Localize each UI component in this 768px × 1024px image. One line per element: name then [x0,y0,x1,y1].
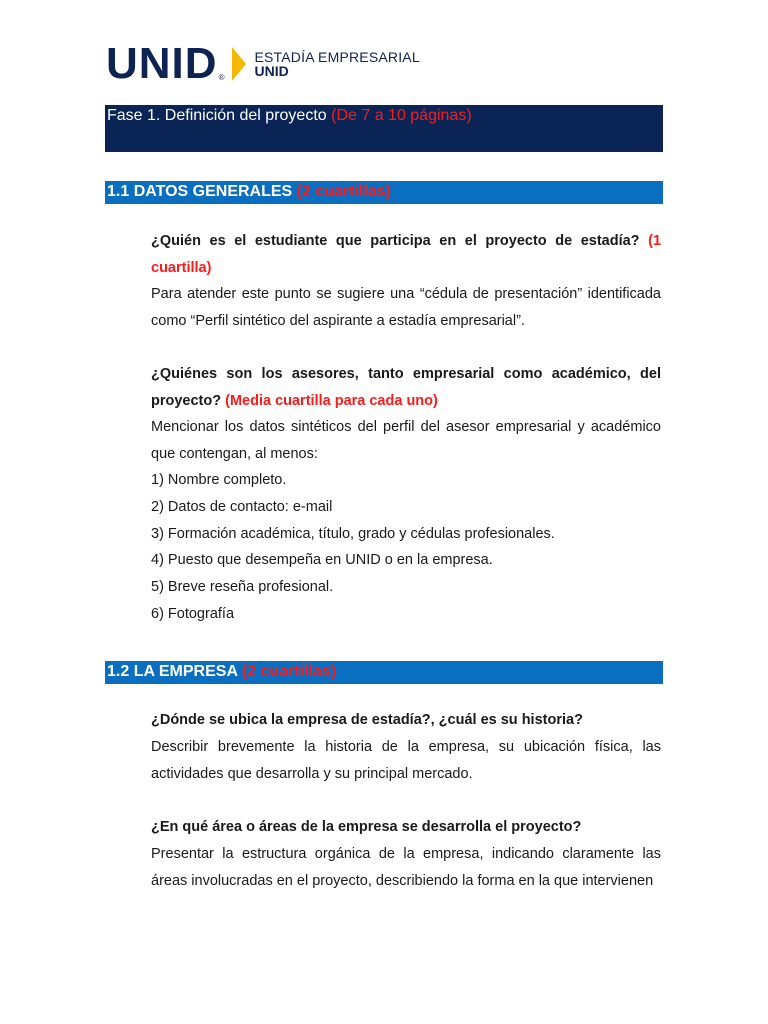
section-title-row [107,663,336,681]
question-company-areas: ¿En qué área o áreas de la empresa se desarrolla el proyecto? [151,819,582,835]
paragraph-company-history: Describir brevemente la historia de la empresa, su ubicación física, las actividades que desarrolla y su principal mercado. [151,739,661,782]
question-company-location: ¿Dónde se ubica la empresa de estadía?, ¿cuál es su historia? [151,712,583,728]
phase-title: Fase 1. Definición del proyecto [107,107,327,124]
question-length-note: (Media cuartilla para cada uno) [225,392,438,409]
question-student [151,228,661,282]
list-item: 2) Datos de contacto: e-mail [151,499,333,515]
list-item: 3) Formación académica, título, grado y cédulas profesionales. [151,526,555,542]
unid-logo [106,39,420,88]
section-title: 1.1 DATOS GENERALES [107,183,293,200]
section-length-note: (2 cuartillas) [296,183,391,200]
section-header-datos-generales [105,181,663,204]
question-text: ¿Quién es el estudiante que participa en el proyecto de estadía? [151,233,640,249]
question-advisors [151,361,661,415]
logo-subtitle-line1: ESTADÍA EMPRESARIAL [254,49,420,65]
section-length-note: (2 cuartillas) [241,663,337,680]
section-title: 1.2 LA EMPRESA [107,663,238,680]
question-text: ¿Quiénes son los asesores, tanto empresarial como académico, del proyecto? [151,366,661,409]
list-item: 5) Breve reseña profesional. [151,579,334,595]
paragraph-student-profile: Para atender este punto se sugiere una “cédula de presentación” identificada como “Perfil sintético del aspirante a estadía empresarial”. [151,286,661,329]
section-title-row [107,183,391,201]
logo-arrow-icon [232,47,246,81]
list-item: 4) Puesto que desempeña en UNID o en la empresa. [151,552,493,568]
logo-wordmark: UNID [106,39,218,88]
phase-title-row [107,107,472,125]
phase-page-note: (De 7 a 10 páginas) [331,107,472,124]
list-item: 6) Fotografía [151,606,235,622]
list-item: 1) Nombre completo. [151,472,287,488]
question-length-note: (1 cuartilla) [151,233,662,276]
logo-subtitle [254,50,419,78]
paragraph-company-structure: Presentar la estructura orgánica de la empresa, indicando claramente las áreas involucradas en el proyecto, describiendo la forma en la que intervienen [151,846,661,889]
section-header-la-empresa [105,661,663,684]
logo-registered-mark: ® [218,73,225,82]
logo-subtitle-line2: UNID [254,63,289,79]
phase-header [105,105,663,152]
paragraph-advisor-data: Mencionar los datos sintéticos del perfil del asesor empresarial y académico que contengan, al menos: [151,419,661,462]
